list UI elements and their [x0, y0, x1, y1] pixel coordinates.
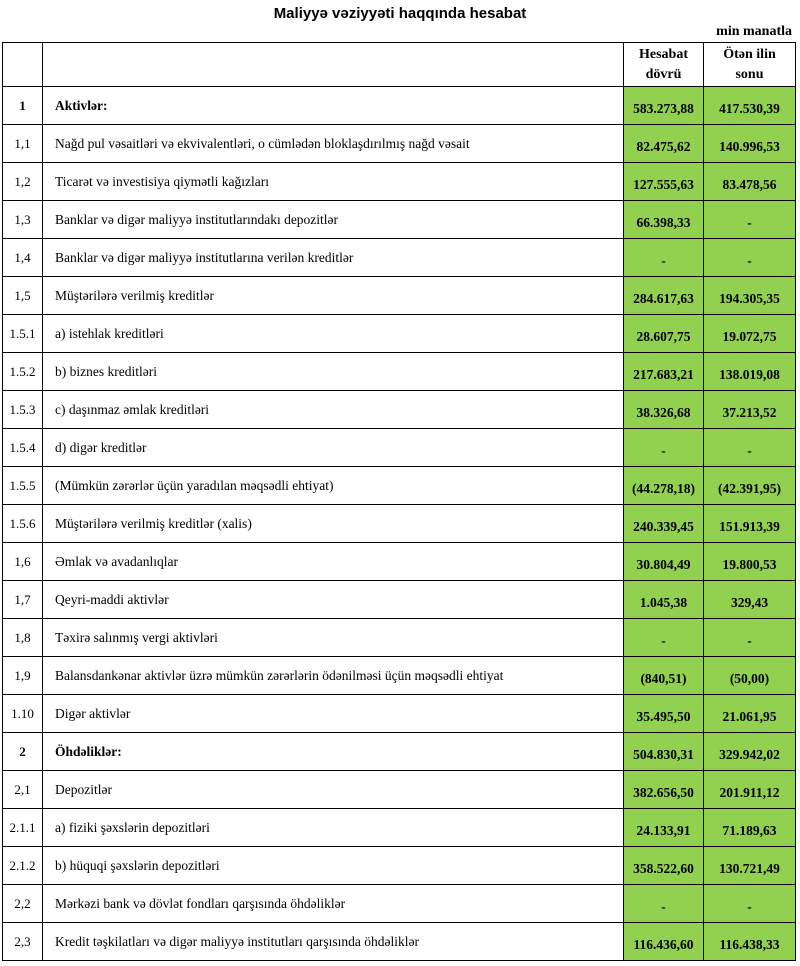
row-value-current: -	[624, 429, 704, 467]
row-value-current: 24.133,91	[624, 809, 704, 847]
row-number: 1,9	[3, 657, 43, 695]
row-value-current: -	[624, 885, 704, 923]
table-row	[3, 543, 796, 581]
row-value-current: 240.339,45	[624, 505, 704, 543]
row-label: Nağd pul vəsaitləri və ekvivalentləri, o cümlədən bloklaşdırılmış nağd vəsait	[43, 125, 624, 163]
row-label: a) fiziki şəxslərin depozitləri	[43, 809, 624, 847]
row-value-current: 28.607,75	[624, 315, 704, 353]
row-number: 1.10	[3, 695, 43, 733]
table-row	[3, 619, 796, 657]
row-value-previous: 151.913,39	[704, 505, 796, 543]
row-number: 1,8	[3, 619, 43, 657]
row-number: 1,4	[3, 239, 43, 277]
table-row	[3, 125, 796, 163]
table-header-row	[3, 43, 796, 87]
table-row	[3, 809, 796, 847]
row-value-previous: 140.996,53	[704, 125, 796, 163]
row-number: 2	[3, 733, 43, 771]
row-value-previous: 71.189,63	[704, 809, 796, 847]
row-value-current: 217.683,21	[624, 353, 704, 391]
row-label: Təxirə salınmış vergi aktivləri	[43, 619, 624, 657]
table-row	[3, 391, 796, 429]
table-row	[3, 163, 796, 201]
row-number: 1.5.1	[3, 315, 43, 353]
table-row	[3, 201, 796, 239]
header-description-cell	[43, 43, 624, 87]
table-row	[3, 657, 796, 695]
table-body	[3, 87, 796, 961]
row-number: 1.5.4	[3, 429, 43, 467]
table-row	[3, 847, 796, 885]
row-value-current: 30.804,49	[624, 543, 704, 581]
row-value-current: 127.555,63	[624, 163, 704, 201]
table-row	[3, 87, 796, 125]
row-number: 2,1	[3, 771, 43, 809]
row-label: a) istehlak kreditləri	[43, 315, 624, 353]
row-value-current: 358.522,60	[624, 847, 704, 885]
row-number: 1,5	[3, 277, 43, 315]
row-value-current: 66.398,33	[624, 201, 704, 239]
row-value-current: 382.656,50	[624, 771, 704, 809]
row-number: 2,2	[3, 885, 43, 923]
row-number: 1.5.3	[3, 391, 43, 429]
row-value-previous: 116.438,33	[704, 923, 796, 961]
row-label: (Mümkün zərərlər üçün yaradılan məqsədli ehtiyat)	[43, 467, 624, 505]
row-label: b) hüquqi şəxslərin depozitləri	[43, 847, 624, 885]
row-value-previous: -	[704, 429, 796, 467]
row-value-previous: -	[704, 885, 796, 923]
row-label: Ticarət və investisiya qiymətli kağızları	[43, 163, 624, 201]
row-number: 1	[3, 87, 43, 125]
row-label: Kredit təşkilatları və digər maliyyə institutları qarşısında öhdəliklər	[43, 923, 624, 961]
row-label: Banklar və digər maliyyə institutlarındakı depozitlər	[43, 201, 624, 239]
row-label: Müştərilərə verilmiş kreditlər	[43, 277, 624, 315]
table-row	[3, 315, 796, 353]
row-value-current: 38.326,68	[624, 391, 704, 429]
row-value-previous: 19.072,75	[704, 315, 796, 353]
table-row	[3, 505, 796, 543]
row-value-current: 1.045,38	[624, 581, 704, 619]
row-value-current: 35.495,50	[624, 695, 704, 733]
row-label: Mərkəzi bank və dövlət fondları qarşısında öhdəliklər	[43, 885, 624, 923]
row-number: 2,3	[3, 923, 43, 961]
row-value-previous: 329.942,02	[704, 733, 796, 771]
row-value-current: 504.830,31	[624, 733, 704, 771]
table-row	[3, 885, 796, 923]
row-number: 1,7	[3, 581, 43, 619]
table-row	[3, 467, 796, 505]
row-value-current: 82.475,62	[624, 125, 704, 163]
row-number: 1,2	[3, 163, 43, 201]
header-current-period: Hesabat dövrü	[624, 43, 704, 87]
row-value-previous: 37.213,52	[704, 391, 796, 429]
row-label: d) digər kreditlər	[43, 429, 624, 467]
row-value-current: 116.436,60	[624, 923, 704, 961]
row-value-previous: 21.061,95	[704, 695, 796, 733]
row-label: Qeyri-maddi aktivlər	[43, 581, 624, 619]
row-label: Digər aktivlər	[43, 695, 624, 733]
row-value-previous: 194.305,35	[704, 277, 796, 315]
row-number: 1,6	[3, 543, 43, 581]
row-value-previous: 417.530,39	[704, 87, 796, 125]
row-label: Öhdəliklər:	[43, 733, 624, 771]
page-title: Maliyyə vəziyyəti haqqında hesabat	[273, 5, 527, 22]
table-row	[3, 239, 796, 277]
row-number: 2.1.2	[3, 847, 43, 885]
table-row	[3, 581, 796, 619]
table-row	[3, 695, 796, 733]
table-row	[3, 353, 796, 391]
row-number: 1.5.5	[3, 467, 43, 505]
row-value-previous: -	[704, 239, 796, 277]
row-number: 1.5.6	[3, 505, 43, 543]
row-label: Depozitlər	[43, 771, 624, 809]
row-value-previous: (42.391,95)	[704, 467, 796, 505]
row-value-previous: 130.721,49	[704, 847, 796, 885]
row-label: Müştərilərə verilmiş kreditlər (xalis)	[43, 505, 624, 543]
row-label: Aktivlər:	[43, 87, 624, 125]
row-label: Əmlak və avadanlıqlar	[43, 543, 624, 581]
row-number: 2.1.1	[3, 809, 43, 847]
row-value-previous: 19.800,53	[704, 543, 796, 581]
row-number: 1,1	[3, 125, 43, 163]
table-row	[3, 429, 796, 467]
row-value-previous: 138.019,08	[704, 353, 796, 391]
header-previous-period: Ötən ilin sonu	[704, 43, 796, 87]
row-value-current: 284.617,63	[624, 277, 704, 315]
row-number: 1,3	[3, 201, 43, 239]
row-label: Balansdankənar aktivlər üzrə mümkün zərərlərin ödənilməsi üçün məqsədli ehtiyat	[43, 657, 624, 695]
row-value-current: -	[624, 619, 704, 657]
table-row	[3, 771, 796, 809]
row-value-current: (840,51)	[624, 657, 704, 695]
table-row	[3, 277, 796, 315]
row-value-previous: 329,43	[704, 581, 796, 619]
header-row-number-cell	[3, 43, 43, 87]
row-label: Banklar və digər maliyyə institutlarına verilən kreditlər	[43, 239, 624, 277]
financial-position-table	[2, 42, 796, 961]
row-value-previous: -	[704, 201, 796, 239]
row-number: 1.5.2	[3, 353, 43, 391]
row-value-current: (44.278,18)	[624, 467, 704, 505]
row-label: c) daşınmaz əmlak kreditləri	[43, 391, 624, 429]
row-value-current: -	[624, 239, 704, 277]
row-value-previous: 83.478,56	[704, 163, 796, 201]
row-value-previous: 201.911,12	[704, 771, 796, 809]
row-value-current: 583.273,88	[624, 87, 704, 125]
row-value-previous: (50,00)	[704, 657, 796, 695]
row-label: b) biznes kreditləri	[43, 353, 624, 391]
row-value-previous: -	[704, 619, 796, 657]
table-row	[3, 733, 796, 771]
table-row	[3, 923, 796, 961]
unit-label: min manatla	[716, 24, 792, 39]
